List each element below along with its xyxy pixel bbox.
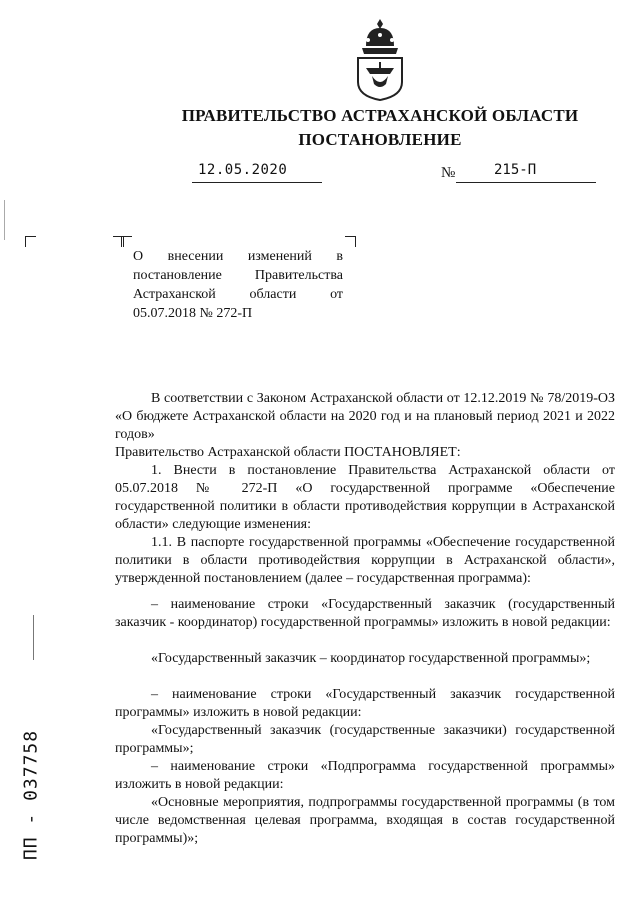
document-date: 12.05.2020: [198, 162, 288, 178]
item-2-text: «Государственный заказчик (государственные заказчики) государственной программы»;: [115, 723, 615, 756]
item-3: – наименование строки «Подпрограмма государственной программы» изложить в новой редакции:: [115, 759, 615, 792]
document-subject: О внесении изменений в постановление Правительства Астраханской области от 05.07.2018 № 272-П: [133, 249, 343, 321]
serial-stamp: [16, 720, 46, 870]
corner-mark-subject-tl2: [121, 236, 132, 247]
item-1-text: «Государственный заказчик – координатор государственной программы»;: [151, 651, 591, 666]
paragraph-1-1: 1.1. В паспорте государственной программы «Обеспечение государственной политики в области противодействия коррупции в Астраханской области», утвержденной постановлением (далее – государственная программа):: [115, 535, 615, 586]
resolves-line: Правительство Астраханской области ПОСТАНОВЛЯЕТ:: [115, 445, 461, 460]
corner-mark-left: [25, 236, 36, 247]
government-title: ПРАВИТЕЛЬСТВО АСТРАХАНСКОЙ ОБЛАСТИ: [181, 106, 579, 125]
intro-paragraph: В соответствии с Законом Астраханской области от 12.12.2019 № 78/2019-ОЗ «О бюджете Астраханской области на 2020 год и на плановый период 2021 и 2022 годов»: [115, 391, 615, 442]
item-2: – наименование строки «Государственный заказчик государственной программы» изложить в новой редакции:: [115, 687, 615, 720]
margin-scan-mark: [4, 200, 5, 240]
item-1: – наименование строки «Государственный заказчик (государственный заказчик - координатор) государственной программы» изложить в новой редакции:: [115, 597, 615, 630]
number-sign: №: [441, 165, 456, 181]
document-type-title: ПОСТАНОВЛЕНИЕ: [298, 130, 462, 149]
coat-of-arms-emblem: [352, 16, 408, 102]
corner-mark-subject-tr: [345, 236, 356, 247]
margin-line: [33, 615, 34, 660]
document-number: 215-П: [494, 162, 537, 178]
item-3-text: «Основные мероприятия, подпрограммы государственной программы (в том числе ведомственная целевая программа, входящая в состав государственной программы)»;: [115, 795, 615, 846]
serial-stamp-text: ПП - 037758: [20, 729, 42, 861]
paragraph-1: 1. Внести в постановление Правительства Астраханской области от 05.07.2018 № 272-П «О государственной программе «Обеспечение государственной политики в области противодействия коррупции в Астраханской области» следующие изменения:: [115, 463, 615, 532]
